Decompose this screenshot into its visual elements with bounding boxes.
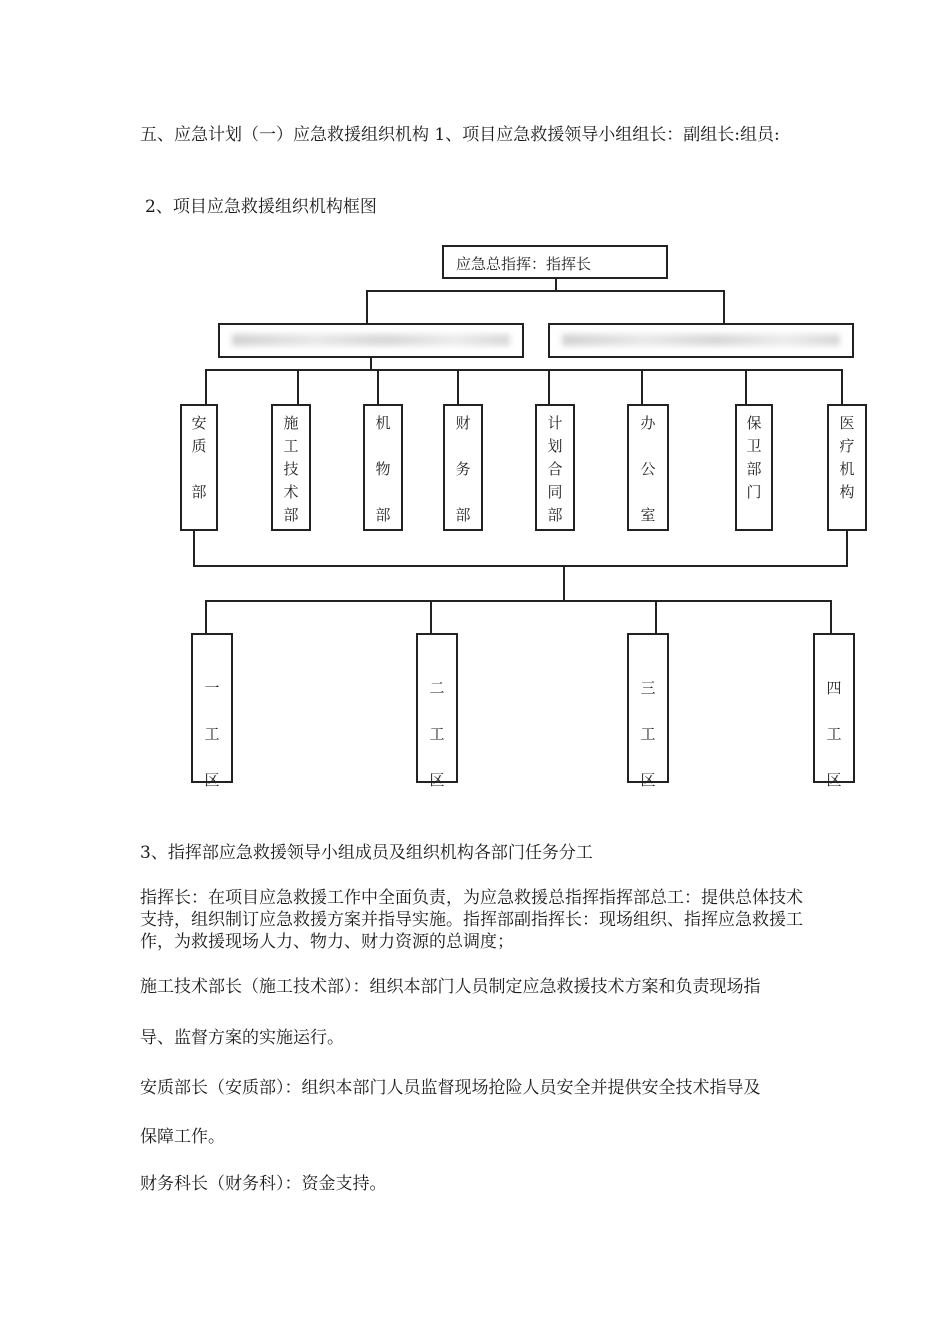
dept-box-shigong	[271, 404, 311, 531]
dept-label: 安 质 部	[191, 414, 207, 501]
dept-box-yiliao	[827, 404, 867, 531]
subheading-chart: 2、项目应急救援组织机构框图	[145, 197, 377, 217]
obscured-text	[562, 334, 840, 346]
work-area-1-box	[191, 633, 233, 789]
subheading-duties: 3、指挥部应急救援领导小组成员及组织机构各部门任务分工	[140, 843, 593, 863]
obscured-text	[232, 334, 510, 346]
work-area-label: 一 工 区	[204, 679, 220, 789]
paragraph-safety-dept-cont: 保障工作。	[140, 1127, 225, 1147]
dept-label: 施 工 技 术 部	[283, 414, 299, 524]
dept-label: 机 物 部	[375, 414, 391, 524]
deputy-box-right	[548, 323, 854, 358]
dept-label: 保 卫 部 门	[746, 414, 762, 501]
dept-box-jihua	[535, 404, 575, 531]
paragraph-finance: 财务科长（财务科）：资金支持。	[140, 1174, 387, 1194]
dept-box-anzhi	[180, 404, 218, 531]
paragraph-commander: 指挥长：在项目应急救援工作中全面负责，为应急救援总指挥指挥部总工：提供总体技术支持，组织制订应急救援方案并指导实施。指挥部副指挥长：现场组织、指挥应急救援工作，为救援现场人力、物力、财力资源的总调度；	[140, 888, 803, 952]
dept-box-baowei	[735, 404, 773, 531]
deputy-box-left	[218, 323, 524, 358]
org-top-box	[442, 245, 668, 279]
paragraph-tech-dept: 施工技术部长（施工技术部）：组织本部门人员制定应急救援技术方案和负责现场指	[140, 977, 761, 997]
section-heading: 五、应急计划（一）应急救援组织机构 1、项目应急救援领导小组组长：副组长:组员:	[140, 125, 780, 145]
work-area-3-box	[627, 633, 669, 789]
dept-label: 计 划 合 同 部	[547, 414, 563, 524]
work-area-label: 三 工 区	[640, 679, 656, 789]
dept-label: 医 疗 机 构	[839, 414, 855, 501]
work-area-label: 四 工 区	[826, 679, 842, 789]
dept-box-bangong	[627, 404, 669, 531]
work-area-label: 二 工 区	[429, 679, 445, 789]
dept-label: 财 务 部	[455, 414, 471, 524]
work-area-2-box	[416, 633, 458, 789]
paragraph-tech-dept-cont: 导、监督方案的实施运行。	[140, 1028, 344, 1048]
work-area-4-box	[813, 633, 855, 789]
dept-label: 办 公 室	[640, 414, 656, 524]
dept-box-jiwu	[363, 404, 403, 531]
org-top-label: 应急总指挥：指挥长	[456, 255, 592, 273]
dept-box-caiwu	[443, 404, 483, 531]
paragraph-safety-dept: 安质部长（安质部）：组织本部门人员监督现场抢险人员安全并提供安全技术指导及	[140, 1078, 761, 1098]
